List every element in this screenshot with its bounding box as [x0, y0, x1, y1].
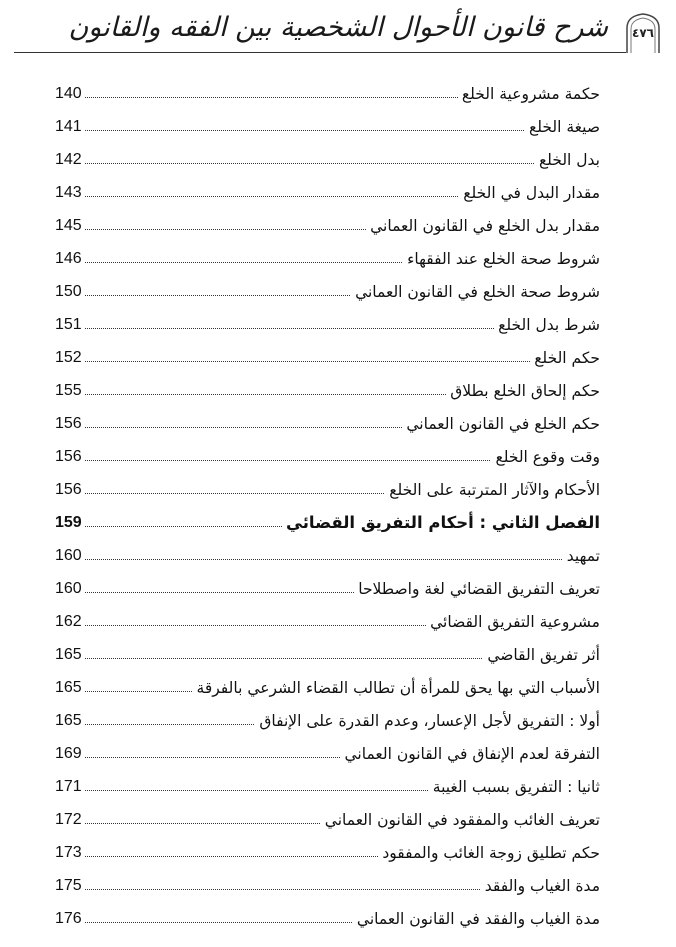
toc-entry: [55, 409, 600, 442]
toc-entry-title: تعريف التفريق القضائي لغة واصطلاحا: [354, 577, 600, 601]
toc-entry-title: مقدار بدل الخلع في القانون العماني: [366, 214, 600, 238]
toc-entry: [55, 871, 600, 904]
toc-entry-title: حكم تطليق زوجة الغائب والمفقود: [378, 841, 600, 865]
toc-entry-page: 160: [55, 547, 82, 564]
toc-entry-page: 171: [55, 778, 82, 795]
toc-entry-title: حكم الخلع في القانون العماني: [402, 412, 600, 436]
toc-entry-title: وقت وقوع الخلع: [491, 445, 600, 469]
toc-entry: [55, 145, 600, 178]
toc-entry-title: أولا : التفريق لأجل الإعسار، وعدم القدرة على الإنفاق: [255, 709, 600, 733]
toc-entry-page: 143: [55, 184, 82, 201]
toc-entry-title: صيغة الخلع: [525, 115, 600, 139]
toc-entry: [55, 739, 600, 772]
toc-entry-page: 165: [55, 646, 82, 663]
toc-entry-title: مدة الغياب والفقد: [481, 874, 600, 898]
toc-entry-page: 150: [55, 283, 82, 300]
page-number-badge: [624, 12, 662, 54]
toc-entry-page: 160: [55, 580, 82, 597]
toc-entry: [55, 904, 600, 937]
toc-entry-page: 162: [55, 613, 82, 630]
dot-leader: [85, 163, 600, 164]
toc-entry-title: مشروعية التفريق القضائي: [426, 610, 600, 634]
dot-leader: [85, 559, 600, 560]
header-divider: [14, 52, 626, 53]
toc-entry-title: مقدار البدل في الخلع: [459, 181, 600, 205]
toc-entry-page: 152: [55, 349, 82, 366]
toc-entry-title: مدة الغياب والفقد في القانون العماني: [353, 907, 600, 931]
toc-entry: [55, 79, 600, 112]
toc-entry: [55, 772, 600, 805]
dot-leader: [85, 130, 600, 131]
toc-entry: [55, 442, 600, 475]
toc-entry-title: حكم الخلع: [530, 346, 600, 370]
running-header: [0, 0, 676, 60]
toc-entry: [55, 178, 600, 211]
toc-entry: [55, 211, 600, 244]
toc-entry-title: تمهيد: [563, 544, 600, 568]
toc-entry-page: 145: [55, 217, 82, 234]
toc-entry: [55, 343, 600, 376]
toc-entry-page: 156: [55, 415, 82, 432]
toc-entry-page: 159: [55, 514, 82, 531]
toc-entry-title: الفصل الثاني : أحكام التفريق القضائي: [282, 511, 600, 535]
toc-entry: [55, 244, 600, 277]
page-number: ٤٧٦: [632, 26, 654, 40]
toc-entry: [55, 310, 600, 343]
toc-entry-title: أثر تفريق القاضي: [483, 643, 600, 667]
toc-entry: [55, 673, 600, 706]
toc-entry: [55, 838, 600, 871]
toc-entry-page: 141: [55, 118, 82, 135]
toc-entry-title: الأحكام والآثار المترتبة على الخلع: [385, 478, 600, 502]
toc-entry-page: 156: [55, 481, 82, 498]
toc-entry: [55, 112, 600, 145]
toc-entry-title: حكم إلحاق الخلع بطلاق: [446, 379, 600, 403]
toc-entry-page: 175: [55, 877, 82, 894]
toc-entry-title: تعريف الغائب والمفقود في القانون العماني: [321, 808, 600, 832]
toc-entry: [55, 607, 600, 640]
toc-entry-title: بدل الخلع: [535, 148, 600, 172]
toc-entry-page: 173: [55, 844, 82, 861]
toc-entry-title: ثانيا : التفريق بسبب الغيبة: [429, 775, 600, 799]
dot-leader: [85, 361, 600, 362]
toc-entry-page: 156: [55, 448, 82, 465]
toc-entry: [55, 376, 600, 409]
toc-entry: [55, 574, 600, 607]
toc-entry: [55, 541, 600, 574]
toc-entry-page: 165: [55, 679, 82, 696]
toc-entry-page: 140: [55, 85, 82, 102]
toc-entry: [55, 475, 600, 508]
toc-entry-title: الأسباب التي بها يحق للمرأة أن تطالب القضاء الشرعي بالفرقة: [193, 676, 600, 700]
toc-entry-title: شرط بدل الخلع: [494, 313, 600, 337]
toc-entry-page: 172: [55, 811, 82, 828]
toc-entry-title: شروط صحة الخلع عند الفقهاء: [403, 247, 600, 271]
toc-entry-page: 176: [55, 910, 82, 927]
toc-entry-title: حكمة مشروعية الخلع: [458, 82, 600, 106]
book-title: شرح قانون الأحوال الشخصية بين الفقه والقانون: [68, 12, 608, 43]
toc-entry-title: التفرقة لعدم الإنفاق في القانون العماني: [341, 742, 601, 766]
toc-entry: [55, 640, 600, 673]
toc-entry-page: 151: [55, 316, 82, 333]
toc-entry-page: 142: [55, 151, 82, 168]
toc-entry-page: 169: [55, 745, 82, 762]
toc-entry-page: 155: [55, 382, 82, 399]
toc-entry: [55, 508, 600, 541]
toc-entry: [55, 805, 600, 838]
toc-entry-title: شروط صحة الخلع في القانون العماني: [351, 280, 600, 304]
toc-entry-page: 146: [55, 250, 82, 267]
toc-entry-page: 165: [55, 712, 82, 729]
table-of-contents: [55, 79, 600, 937]
toc-entry: [55, 277, 600, 310]
toc-entry: [55, 706, 600, 739]
